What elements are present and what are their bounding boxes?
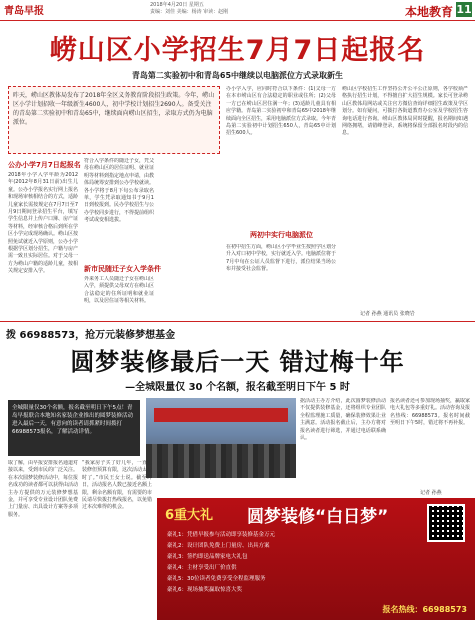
header-date: 2018年4月20日 星期五 — [150, 2, 204, 8]
article2-pre-headline: 拨 66988573，抢万元装修梦想基金 — [6, 330, 176, 341]
article1-col3-text2: 在初中招生方面，崂山区小学毕业生按照学区划分升入对口初中学校，实行就近入学。电脑派位将于7月中旬在公证人员监督下进行，派位结果当场公布并接受社会监督。 — [226, 244, 336, 273]
photo-banner — [154, 408, 288, 422]
article1-col1-text: 2018年小学入学年龄为2012年(2012年8月31日前)出生儿童。公办小学报名实行网上报名和现场审核相结合的方式，适龄儿童家长需按规定在7月7日至7月9日期间登录招生平台，填写学生信息并上传户口簿、房产证等材料，经审核合格后到所在学区小学完成现场确认。崂山区按照免试就近入学原则，公办小学根据学区划分招生，户籍与房产需一致且实际居住。对于父母一方为崂山户籍的适龄儿童，按相关规定安排入学。 — [8, 172, 78, 275]
article2-headline: 圆梦装修最后一天 错过梅十年 — [70, 348, 405, 376]
ad-item: 豪礼2：设计团队免费上门量房、出具方案 — [167, 543, 270, 549]
article2-col4-text: 报名读者还可参加现场抽奖，赢取家电大礼包等多重好礼。活动咨询及报名热线：66988573。报名时间截至明日下午5时，错过将不再补报。 — [390, 398, 470, 427]
article1-credit: 记者 孙燕 通讯员 张晓岩 — [360, 311, 415, 317]
article2-col3-text: 据活动主办方介绍，此次圆梦装修活动不仅提供装修基金，还将组织专业团队全程监理施工质量，确保装修效果让业主满意。活动报名截止后，主办方将对报名读者进行筛选，并通过电话联系确认。 — [300, 398, 386, 442]
header-meta — [150, 2, 320, 16]
advertisement — [157, 498, 475, 620]
ad-item: 豪礼6：现场抽奖赢取惊喜大奖 — [167, 587, 243, 593]
article1-lead: 昨天，崂山区教体局发布了2018年全区义务教育阶段招生政策。今年，崂山区小学计划招收一年级新生4600人，初中学校计划招生2690人。备受关注的青岛第二实验初中和青岛65中，继续面向崂山区招生，录取方式仍为电脑派位。 — [8, 86, 220, 154]
event-photo — [146, 398, 296, 478]
ad-item: 豪礼1：凭借早报参与活动即享装修基金万元 — [167, 532, 276, 538]
article1-col2-subheading: 新市民随迁子女入学条件 — [84, 265, 161, 273]
section-title: 本地教育 — [404, 5, 453, 19]
article2-lead: 全城限量仅30个名额，报名截至明日下午5点！青岛早报联合本地知名家装企业推出的圆梦装修活动进入最后一天，有意向的读者请抓紧时间拨打66988573报名，了解活动详情。 — [8, 400, 140, 456]
article2-col2-text: “我家房子买了好几年，一直想装修但预算有限，这次活动太及时了。”市民王女士说。截至昨日，活动报名人数已接近名额上限，剩余名额有限，有需要的市民请尽快拨打热线报名，以免错过本次难得的机会。 — [82, 460, 152, 511]
ad-brand: 6重大礼 — [165, 508, 214, 523]
ad-item: 豪礼5：30位读者免费享受全程监理服务 — [167, 576, 266, 582]
qr-code-icon — [427, 504, 465, 542]
newspaper-logo: 青岛早报 — [4, 6, 44, 17]
article1-col2-text: 符合入学条件的随迁子女，凭父母在崂山区的居住证明、就业证明等材料到指定地点申请，由教体局统筹安排到公办学校就读。各小学将于8月下旬公布录取名单，学生凭录取通知书于9月1日到校报到。民办学校招生与公办学校同步进行，不得提前组织考试或变相选拔。 — [84, 158, 154, 224]
page-header — [0, 0, 475, 21]
article1-col2-text2: 外来务工人员随迁子女在崂山区入学，须提供父母双方在崂山区合法稳定的住所证明和就业证明，以及居住证等相关材料。 — [84, 276, 154, 305]
ad-item: 豪礼3：签约即送品牌家电大礼包 — [167, 554, 248, 560]
article2-subheadline: —全城限量仅 30 个名额，报名截至明日下午 5 时 — [125, 382, 350, 393]
article1-col3-subheading: 两初中实行电脑派位 — [250, 231, 313, 239]
article1-col4-text: 崂山区学校招生工作坚持公开公平公正原则，各学校须严格执行招生计划，不得擅自扩大招生规模。家长可登录崂山区教体局网站或关注官方微信查询详细招生政策及学区划分。如有疑问，可拨打各街道教育办公室及学校招生咨询电话进行咨询。崂山区教体局同时提醒，报名期间如遇网络拥堵，请错峰登录，系统将保留全部报名时段内的信息。 — [342, 86, 468, 137]
article2-col1-text: 取了解，由早报安排报名通道对接以来，受到市民的广泛关注。在本次圆梦装修活动中，每位报名成功的读者都可以获得由活动主办方提供的万元装修梦想基金，并可享受专业设计团队免费上门量房、出具设计方案等多项服务。 — [8, 460, 78, 518]
article1-headline: 崂山区小学招生7月7日起报名 — [49, 35, 426, 66]
article1-col3-text: 办小学入学，应同时符合以下条件：(1)父母一方在本市崂山区有合法稳定的职业或住所；(2)父母一方已在崂山区居住满一年；(3)适龄儿童具有相应学籍。青岛第二实验初中和青岛65中2018年继续面向全区招生，采用电脑派位方式录取。今年青岛第二实验初中计划招生650人，青岛65中计划招生600人。 — [226, 86, 336, 137]
article1-subheadline: 青岛第二实验初中和青岛65中继续以电脑派位方式录取新生 — [131, 71, 344, 80]
ad-item: 豪礼4：主材享受出厂价直供 — [167, 565, 237, 571]
ad-title: 圆梦装修“白日梦” — [247, 507, 389, 527]
header-editors: 责编：刘佳 美编：杨涛 审读：赵刚 — [150, 9, 229, 15]
article2-credit: 记者 孙燕 — [420, 490, 442, 496]
ad-phone: 报名热线：66988573 — [382, 605, 467, 614]
section-divider — [0, 321, 475, 322]
article1-col1-heading: 公办小学7月7日起报名 — [8, 161, 81, 169]
photo-crowd — [146, 444, 296, 478]
page-number: 11 — [456, 3, 472, 16]
